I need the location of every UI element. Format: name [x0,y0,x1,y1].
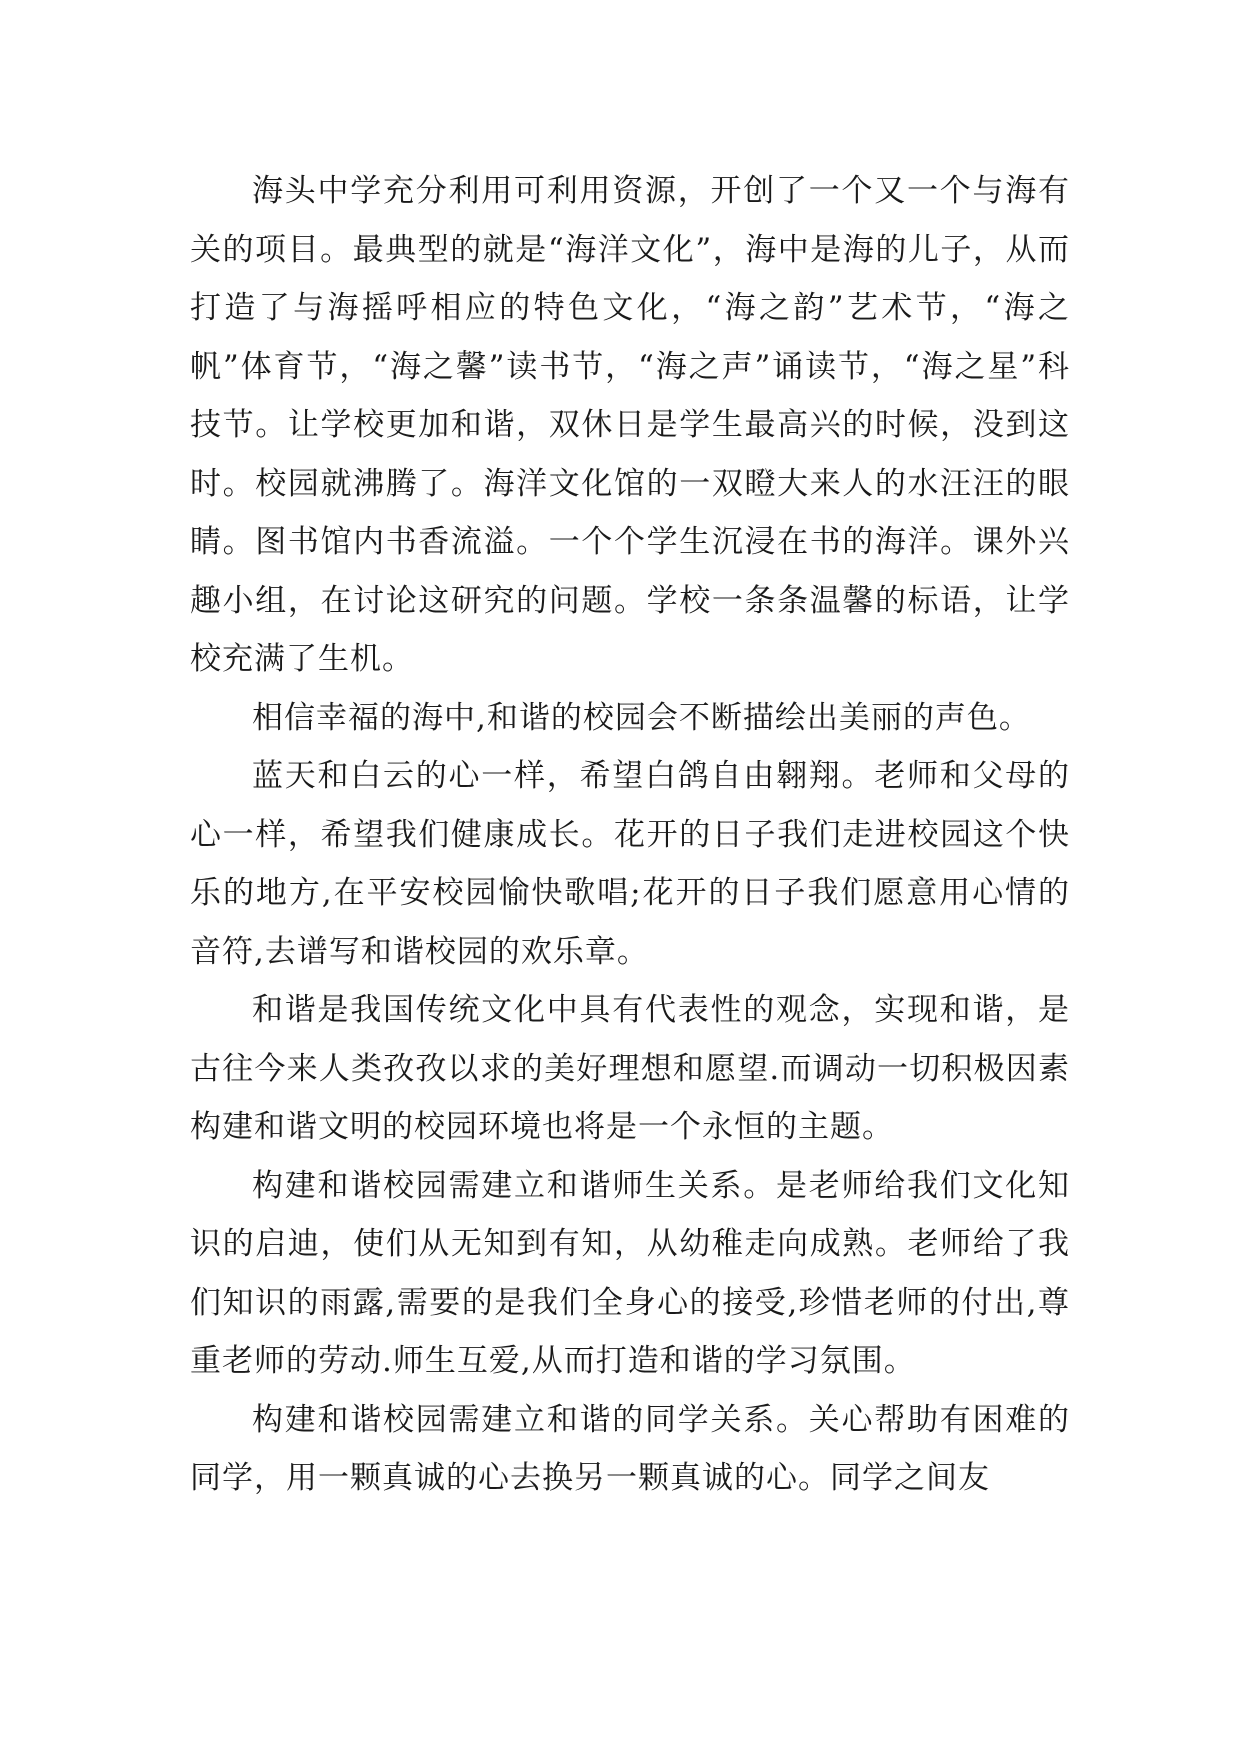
paragraph-5: 构建和谐校园需建立和谐师生关系。是老师给我们文化知识的启迪，使们从无知到有知，从幼稚走向成熟。老师给了我们知识的雨露,需要的是我们全身心的接受,珍惜老师的付出,尊重老师的劳动.师生互爱,从而打造和谐的学习氛围。 [190,1167,1070,1379]
paragraph-3: 蓝天和白云的心一样，希望白鸽自由翱翔。老师和父母的心一样，希望我们健康成长。花开的日子我们走进校园这个快乐的地方,在平安校园愉快歌唱;花开的日子我们愿意用心情的音符,去谱写和谐校园的欢乐章。 [190,758,1070,970]
paragraph-4: 和谐是我国传统文化中具有代表性的观念，实现和谐，是古往今来人类孜孜以求的美好理想和愿望.而调动一切积极因素构建和谐文明的校园环境也将是一个永恒的主题。 [190,992,1070,1145]
paragraph-2: 相信幸福的海中,和谐的校园会不断描绘出美丽的声色。 [252,699,1031,736]
paragraph-6: 构建和谐校园需建立和谐的同学关系。关心帮助有困难的同学，用一颗真诚的心去换另一颗真诚的心。同学之间友 [190,1401,1070,1496]
paragraph-1: 海头中学充分利用可利用资源，开创了一个又一个与海有关的项目。最典型的就是“海洋文化”，海中是海的儿子，从而打造了与海摇呼相应的特色文化，“海之韵”艺术节，“海之帆”体育节，“海之馨”读书节，“海之声”诵读节，“海之星”科技节。让学校更加和谐，双休日是学生最高兴的时候，没到这时。校园就沸腾了。海洋文化馆的一双瞪大来人的水汪汪的眼睛。图书馆内书香流溢。一个个学生沉浸在书的海洋。课外兴趣小组，在讨论这研究的问题。学校一条条温馨的标语，让学校充满了生机。 [190,173,1070,677]
document-body [190,162,1070,1508]
